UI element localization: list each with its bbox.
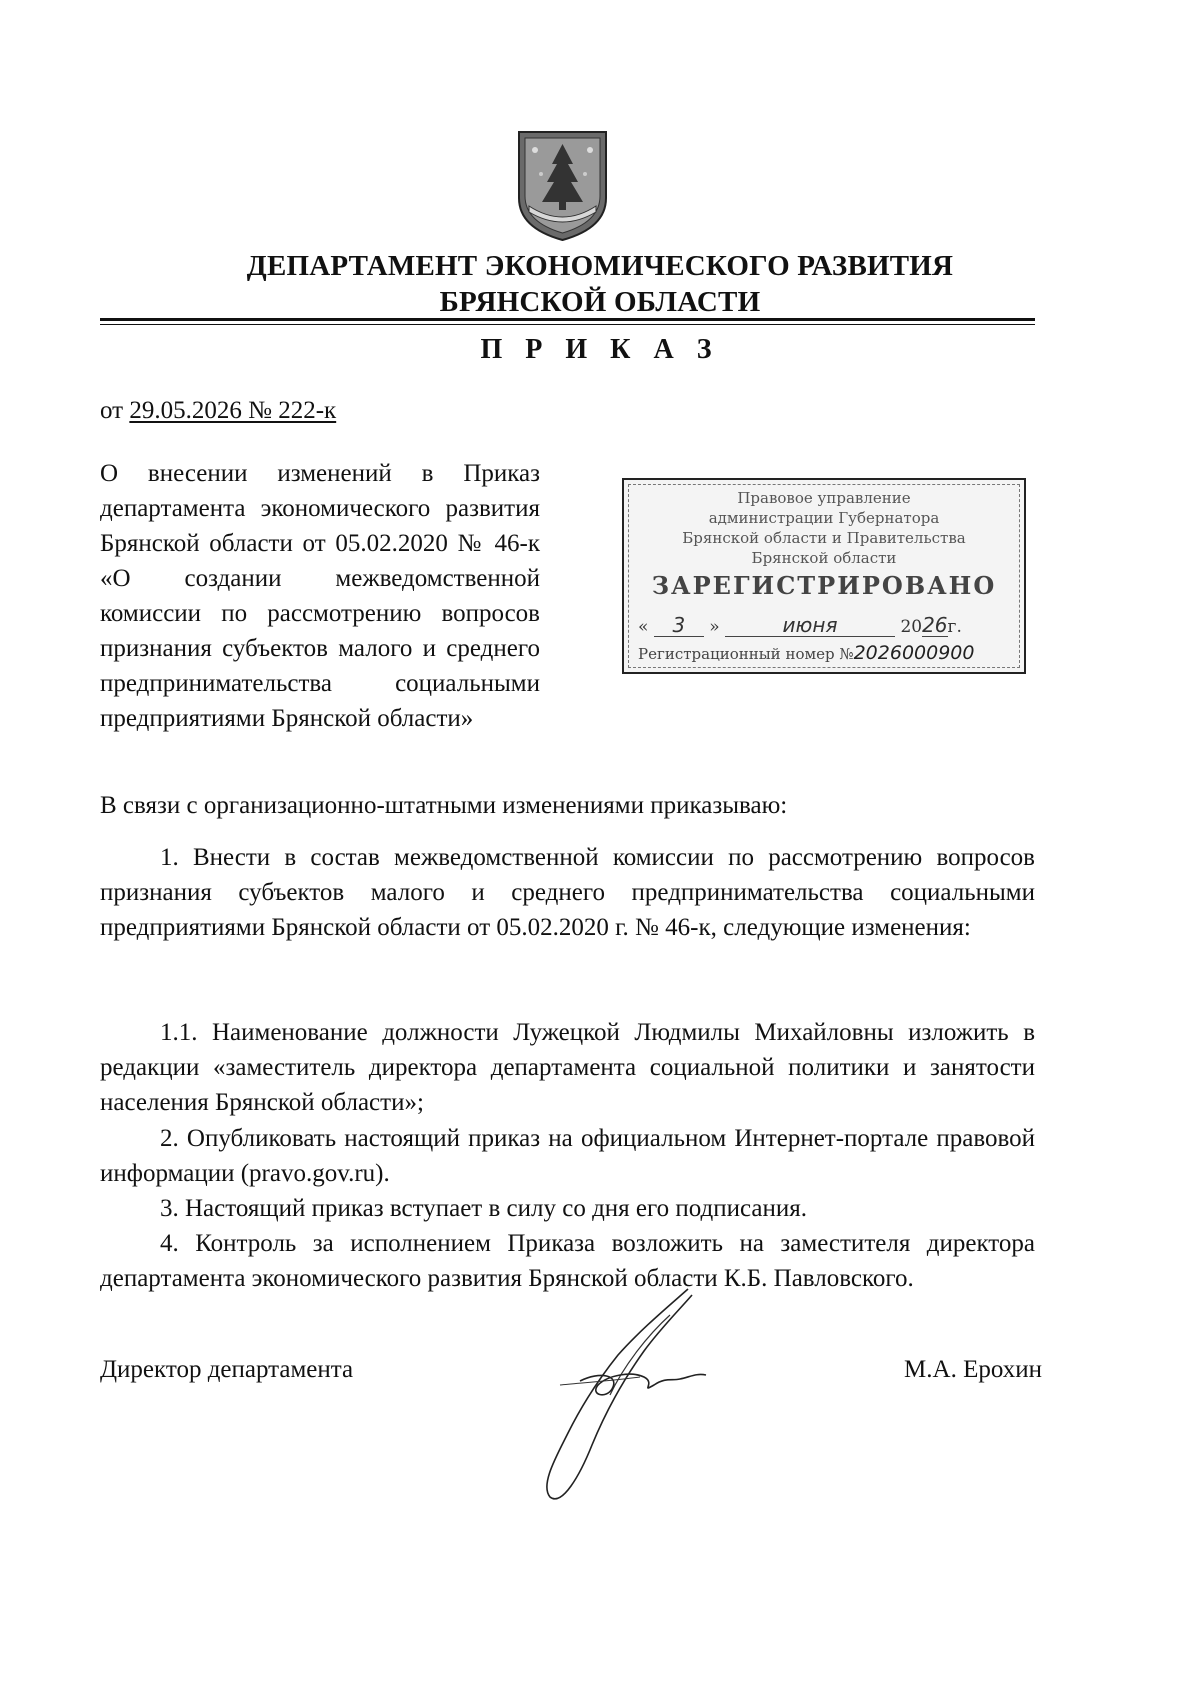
body-item-4: 4. Контроль за исполнением Приказа возложить на заместителя директора департамента экономического развития Брянской области К.Б. Павловского. (100, 1230, 1035, 1292)
body-intro: В связи с организационно-штатными изменениями приказываю: (100, 792, 788, 819)
coat-of-arms-icon (515, 128, 610, 243)
stamp-year-suffix: 26 (922, 613, 948, 637)
stamp-line-4: Брянской области (751, 549, 897, 567)
doc-type-title: П Р И К А З (480, 334, 720, 365)
body-item-1: 1. Внести в состав межведомственной комиссии по рассмотрению вопросов признания субъектов малого и среднего предпринимательства социальными предприятиями Брянской области от 05.02.2020 г. № 46-к, следующие изменения: (100, 844, 1035, 941)
header-rule-thin (100, 324, 1035, 325)
stamp-line-2: администрации Губернатора (708, 509, 940, 527)
stamp-line-1: Правовое управление (737, 489, 911, 507)
doc-date-number (100, 394, 336, 428)
stamp-reg-row (638, 642, 1010, 665)
signatory-name: М.А. Ерохин (904, 1356, 1042, 1383)
stamp-day: 3 (654, 614, 704, 637)
stamp-month: июня (725, 614, 895, 637)
stamp-line-3: Брянской области и Правительства (682, 529, 966, 547)
signatory-title: Директор департамента (100, 1356, 354, 1383)
body-item-1-1: 1.1. Наименование должности Лужецкой Людмилы Михайловны изложить в редакции «заместитель директора департамента социальной политики и занятости населения Брянской области»; (100, 1019, 1035, 1116)
stamp-text (624, 488, 1024, 602)
stamp-quote-open: « (638, 617, 649, 637)
registration-stamp (622, 478, 1026, 674)
department-line-2: БРЯНСКОЙ ОБЛАСТИ (439, 286, 761, 318)
stamp-reg-number: 2026000900 (853, 642, 975, 664)
stamp-quote-close: » (709, 617, 720, 637)
handwritten-signature-icon (520, 1285, 760, 1505)
header-rule-thick (100, 318, 1035, 321)
department-name (0, 248, 1200, 320)
department-line-1: ДЕПАРТАМЕНТ ЭКОНОМИЧЕСКОГО РАЗВИТИЯ (246, 250, 954, 282)
stamp-status: ЗАРЕГИСТРИРОВАНО (651, 571, 997, 600)
doc-date-prefix: от (100, 397, 130, 424)
body-item-3: 3. Настоящий приказ вступает в силу со дня его подписания. (160, 1195, 808, 1222)
stamp-year-end: г. (947, 617, 962, 637)
body-item-2: 2. Опубликовать настоящий приказ на официальном Интернет-портале правовой информации (pravo.gov.ru). (100, 1125, 1035, 1187)
doc-subject: О внесении изменений в Приказ департамента экономического развития Брянской области от 05.02.2020 № 46-к «О создании межведомственной комиссии по рассмотрению вопросов признания субъектов малого и среднего предпринимательства социальными предприятиями Брянской области» (100, 460, 540, 732)
doc-date-value: 29.05.2026 № 222-к (129, 397, 337, 424)
stamp-date-row (638, 614, 1010, 638)
stamp-reg-label: Регистрационный номер № (638, 645, 854, 663)
stamp-year-prefix: 20 (900, 617, 923, 637)
